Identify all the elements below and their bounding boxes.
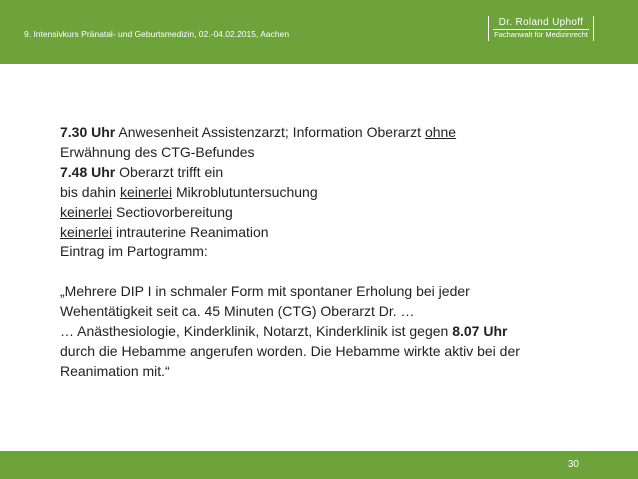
body-line-7: Eintrag im Partogramm:	[60, 243, 208, 260]
time-0748: 7.48 Uhr	[60, 163, 116, 180]
logo-subtitle: Fachanwalt für Medizinrecht	[494, 30, 588, 39]
body-line-3: 7.48 Uhr Oberarzt trifft ein	[60, 163, 224, 180]
quote-line-1: „Mehrere DIP I in schmaler Form mit spontaner Erholung bei jeder	[60, 283, 470, 300]
time-0730: 7.30 Uhr	[60, 124, 116, 140]
quote-line-2: Wehentätigkeit seit ca. 45 Minuten (CTG) Oberarzt Dr. …	[60, 303, 415, 320]
body-line-6: keinerlei intrauterine Reanimation	[60, 223, 269, 240]
slide-body	[60, 123, 620, 382]
underlined-keinerlei: keinerlei	[60, 223, 113, 240]
paragraph-spacer	[60, 262, 620, 282]
body-line-4: bis dahin keinerlei Mikroblutuntersuchung	[60, 183, 318, 200]
body-line-2: Erwähnung des CTG-Befundes	[60, 143, 255, 160]
underlined-keinerlei: keinerlei	[60, 203, 113, 220]
quote-line-3: … Anästhesiologie, Kinderklinik, Notarzt, Kinderklinik ist gegen 8.07 Uhr	[60, 323, 508, 340]
footer-bar	[0, 451, 638, 479]
underlined-keinerlei: keinerlei	[119, 183, 173, 200]
law-firm-logo	[488, 16, 594, 41]
time-0807: 8.07 Uhr	[452, 323, 508, 340]
course-title: 9. Intensivkurs Pränatal- und Geburtsmedizin, 02.-04.02.2015, Aachen	[24, 29, 290, 39]
page-number: 30	[567, 459, 579, 470]
header-bar	[0, 0, 638, 64]
logo-name: Dr. Roland Uphoff	[498, 17, 584, 28]
quote-line-5: Reanimation mit.“	[60, 362, 170, 379]
underlined-ohne: ohne	[424, 124, 457, 140]
body-line-5: keinerlei Sectiovorbereitung	[60, 203, 233, 220]
quote-line-4: durch die Hebamme angerufen worden. Die Hebamme wirkte aktiv bei der	[60, 342, 520, 359]
body-line-1: 7.30 Uhr Anwesenheit Assistenzarzt; Information Oberarzt ohne	[60, 124, 457, 140]
